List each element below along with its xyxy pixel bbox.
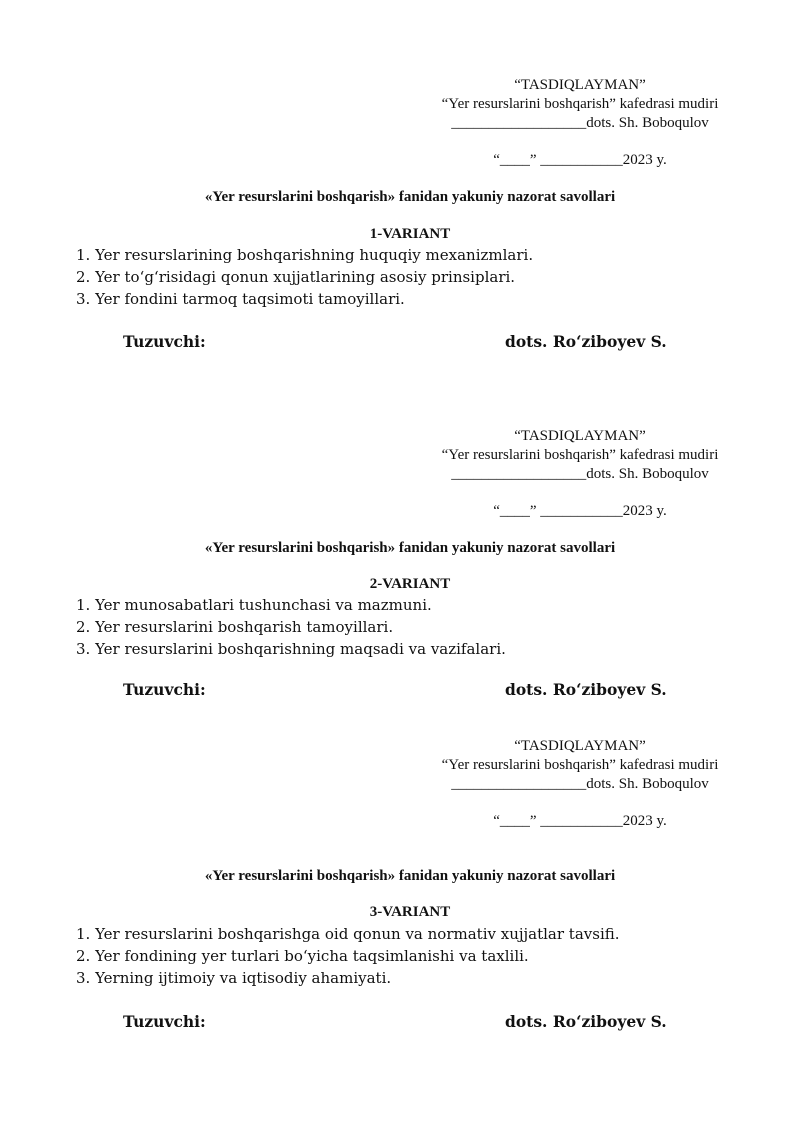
approval-department: “Yer resurslarini boshqarish” kafedrasi mudiri — [441, 757, 719, 773]
approval-title: “TASDIQLAYMAN” — [514, 428, 646, 444]
approval-title: “TASDIQLAYMAN” — [514, 738, 646, 754]
approval-date: “____” ___________2023 y. — [493, 503, 667, 519]
approval-date: “____” ___________2023 y. — [493, 152, 667, 168]
question-list — [76, 244, 756, 310]
author-name: dots. Ro‘ziboyev S. — [505, 1012, 667, 1031]
question-item: 1. Yer munosabatlari tushunchasi va mazmuni. — [76, 596, 432, 614]
author-label: Tuzuvchi: — [123, 1012, 206, 1031]
approval-signature: __________________dots. Sh. Boboqulov — [451, 466, 709, 482]
approval-stamp — [420, 76, 740, 170]
question-item: 2. Yer to‘g‘risidagi qonun xujjatlarining asosiy prinsiplari. — [76, 268, 516, 286]
variant-title: 2-VARIANT — [369, 576, 451, 592]
author-name: dots. Ro‘ziboyev S. — [505, 332, 667, 351]
question-item: 3. Yer fondini tarmoq taqsimoti tamoyillari. — [76, 290, 405, 308]
approval-stamp — [420, 427, 740, 521]
question-item: 1. Yer resurslarini boshqarishga oid qonun va normativ xujjatlar tavsifi. — [76, 925, 620, 943]
subject-title: «Yer resurslarini boshqarish» fanidan yakuniy nazorat savollari — [204, 868, 616, 884]
approval-department: “Yer resurslarini boshqarish” kafedrasi mudiri — [441, 96, 719, 112]
subject-title: «Yer resurslarini boshqarish» fanidan yakuniy nazorat savollari — [204, 189, 616, 205]
variant-title: 3-VARIANT — [369, 904, 451, 920]
question-list — [76, 923, 756, 989]
approval-department: “Yer resurslarini boshqarish” kafedrasi mudiri — [441, 447, 719, 463]
author-name: dots. Ro‘ziboyev S. — [505, 680, 667, 699]
approval-date: “____” ___________2023 y. — [493, 813, 667, 829]
question-item: 3. Yerning ijtimoiy va iqtisodiy ahamiyati. — [76, 969, 392, 987]
author-label: Tuzuvchi: — [123, 680, 206, 699]
approval-stamp — [420, 737, 740, 831]
question-item: 2. Yer fondining yer turlari bo‘yicha taqsimlanishi va taxlili. — [76, 947, 529, 965]
approval-title: “TASDIQLAYMAN” — [514, 77, 646, 93]
approval-signature: __________________dots. Sh. Boboqulov — [451, 776, 709, 792]
variant-title: 1-VARIANT — [369, 226, 451, 242]
question-item: 1. Yer resurslarining boshqarishning huquqiy mexanizmlari. — [76, 246, 534, 264]
subject-title: «Yer resurslarini boshqarish» fanidan yakuniy nazorat savollari — [204, 540, 616, 556]
approval-signature: __________________dots. Sh. Boboqulov — [451, 115, 709, 131]
question-item: 2. Yer resurslarini boshqarish tamoyillari. — [76, 618, 394, 636]
author-label: Tuzuvchi: — [123, 332, 206, 351]
question-list — [76, 594, 756, 660]
question-item: 3. Yer resurslarini boshqarishning maqsadi va vazifalari. — [76, 640, 506, 658]
